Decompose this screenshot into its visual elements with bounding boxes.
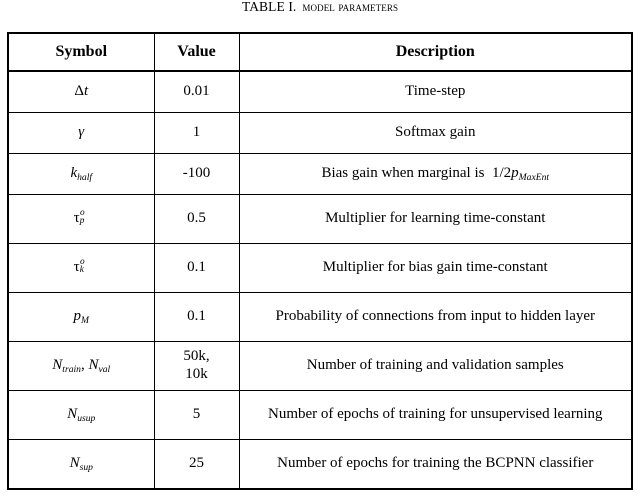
cell-description: Time-step <box>239 71 632 113</box>
table-row <box>8 391 632 440</box>
cell-value: 1 <box>154 113 239 154</box>
cell-value: 5 <box>154 391 239 440</box>
table-row <box>8 293 632 342</box>
cell-symbol: τ o k <box>8 244 154 293</box>
fraction-one-half: 1/2 <box>491 165 512 182</box>
cell-description: Number of epochs for training the BCPNN classifier <box>239 440 632 490</box>
cell-value: 0.01 <box>154 71 239 113</box>
table-row <box>8 440 632 490</box>
table-row <box>8 244 632 293</box>
cell-description <box>239 154 632 195</box>
table-caption <box>0 0 640 15</box>
cell-description: Probability of connections from input to hidden layer <box>239 293 632 342</box>
math-variable-p: p <box>511 165 519 182</box>
table-row <box>8 71 632 113</box>
cell-symbol: $p_M$ <box>8 293 154 342</box>
math-subscript-maxent: MaxEnt <box>518 172 550 184</box>
cell-description: Multiplier for bias gain time-constant <box>239 244 632 293</box>
value-line-1: 50k, <box>183 348 210 365</box>
cell-symbol: τ o p <box>8 195 154 244</box>
cell-symbol: $N_{train}$, $N_{val}$ <box>8 342 154 391</box>
value-line-2: 10k <box>185 366 208 382</box>
cell-description: Number of epochs of training for unsupervised learning <box>239 391 632 440</box>
cell-value: 0.1 <box>154 244 239 293</box>
cell-description: Softmax gain <box>239 113 632 154</box>
cell-value: 25 <box>154 440 239 490</box>
table-caption-number: TABLE I. <box>241 0 297 14</box>
cell-symbol: γ <box>8 113 154 154</box>
description-text: Bias gain when marginal is <box>321 165 485 182</box>
table-caption-title: model parameters <box>302 0 399 14</box>
table-body <box>8 71 632 489</box>
table-row <box>8 154 632 195</box>
cell-value: 0.5 <box>154 195 239 244</box>
cell-symbol: $N_{sup}$ <box>8 440 154 490</box>
cell-symbol: $k_{half}$ <box>8 154 154 195</box>
table-row <box>8 113 632 154</box>
column-header-value: Value <box>154 33 239 71</box>
table-header <box>8 33 632 71</box>
table-header-row <box>8 33 632 71</box>
table-row <box>8 342 632 391</box>
table-row <box>8 195 632 244</box>
column-header-symbol: Symbol <box>8 33 154 71</box>
cell-description: Multiplier for learning time-constant <box>239 195 632 244</box>
cell-value: -100 <box>154 154 239 195</box>
cell-value <box>154 342 239 391</box>
model-parameters-table <box>7 32 633 490</box>
cell-symbol: $N_{usup}$ <box>8 391 154 440</box>
cell-value: 0.1 <box>154 293 239 342</box>
cell-symbol: Δt <box>8 71 154 113</box>
cell-description: Number of training and validation samples <box>239 342 632 391</box>
column-header-description: Description <box>239 33 632 71</box>
